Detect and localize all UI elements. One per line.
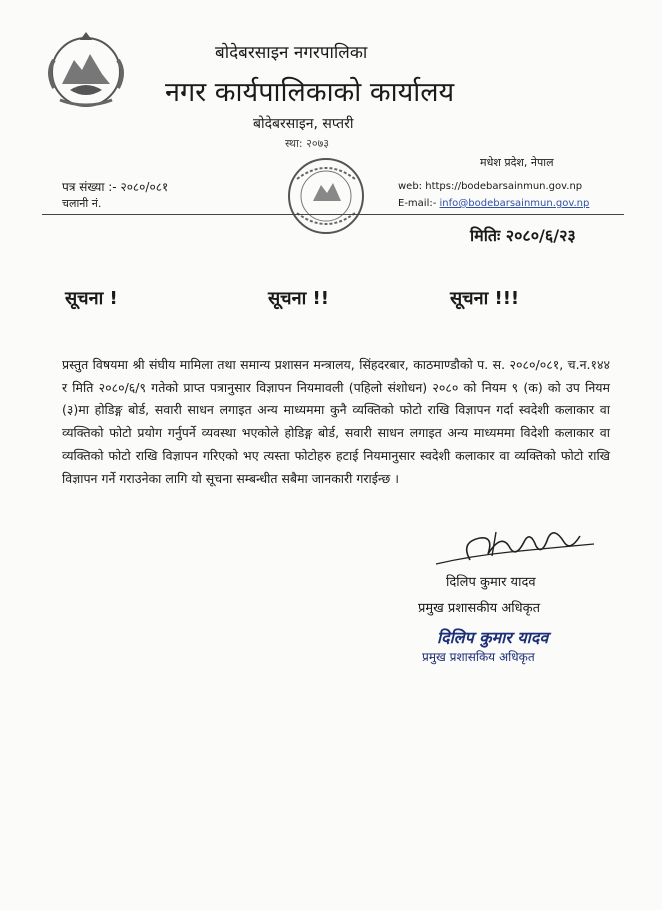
signatory-name: दिलिप कुमार यादव (446, 575, 536, 590)
office-stamp (285, 155, 367, 237)
notice-body: प्रस्तुत विषयमा श्री संघीय मामिला तथा समान्य प्रशासन मन्त्रालय, सिंहदरबार, काठमाण्डौको प. स. २०८०/०८१, च.न.१४४ र मिति २०८०/६/९ गतेको प्राप्त पत्रानुसार विज्ञापन नियमावली (पहिलो संशोधन) २०८० को नियम ९ (क) को उप नियम (३)मा होडिङ्ग बोर्ड, सवारी साधन लगाइत अन्य माध्यममा कुनै व्यक्तिको फोटो राखि विज्ञापन गर्दा स्वदेशी कलाकार वा व्यक्तिको फोटो प्रयोग गर्नुपर्ने व्यवस्था भएकोले होडिङ्ग बोर्ड, सवारी साधन लगाइत अन्य माध्यममा विदेशी कलाकार वा व्यक्तिको फोटो राखि विज्ञापन गरिएको भए त्यस्ता फोटोहरु हटाई नियमानुसार स्वदेशी कलाकार वा व्यक्तिको फोटो राखि विज्ञापन गर्ने गराउनेका लागि यो सूचना सम्बन्धीत सबैमा जानकारी गराईन्छ । (62, 357, 610, 486)
email-link[interactable]: info@bodebarsainmun.gov.np (439, 198, 590, 209)
name-seal: दिलिप कुमार यादव (437, 628, 549, 647)
letter-date: मितिः २०८०/६/२३ (470, 226, 576, 245)
notice-heading: सूचना ! (65, 288, 118, 309)
header-divider (42, 214, 624, 215)
dispatch-number: चलानी नं. (62, 197, 102, 210)
established-year: स्था: २०७३ (285, 137, 330, 150)
email-row (398, 198, 589, 209)
notice-heading: सूचना !!! (450, 288, 520, 309)
office-place: बोदेबरसाइन, सप्तरी (253, 116, 354, 132)
letter-number: पत्र संख्या :- २०८०/०८१ (62, 180, 169, 194)
website-link[interactable]: web: https://bodebarsainmun.gov.np (398, 181, 583, 192)
organization-name: बोदेबरसाइन नगरपालिका (215, 43, 368, 63)
signatory-title: प्रमुख प्रशासकीय अधिकृत (418, 601, 541, 616)
nepal-emblem-icon (40, 30, 132, 110)
email-label: E-mail:- (398, 198, 437, 209)
notice-heading: सूचना !! (268, 288, 329, 309)
title-seal: प्रमुख प्रशासकिय अधिकृत (422, 650, 535, 664)
province: मधेश प्रदेश, नेपाल (480, 156, 554, 169)
office-name: नगर कार्यपालिकाको कार्यालय (165, 77, 455, 108)
